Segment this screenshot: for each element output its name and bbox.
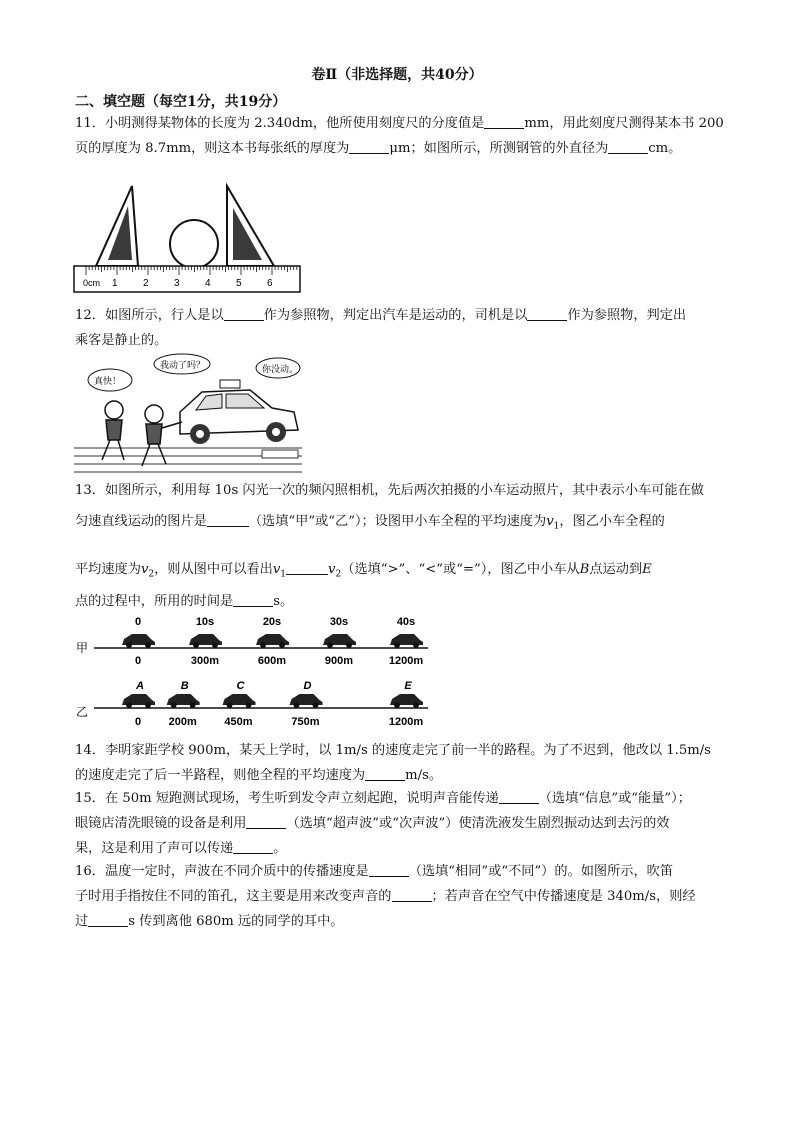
question-11 bbox=[75, 111, 725, 161]
q11-blank-1[interactable] bbox=[484, 114, 524, 129]
point-label: A bbox=[136, 680, 144, 692]
car-icon bbox=[122, 634, 155, 648]
q13-text: 匀速直线运动的图片是 bbox=[75, 514, 207, 529]
v-symbol: v bbox=[272, 561, 281, 577]
distance-label: 0 bbox=[134, 716, 142, 728]
question-12 bbox=[75, 303, 725, 353]
q12-text: 作为参照物，判定出 bbox=[567, 308, 687, 323]
question-13 bbox=[75, 478, 725, 614]
car-icon bbox=[290, 694, 323, 708]
q14-text: 14．李明家距学校 900m，某天上学时，以 1m/s 的速度走完了前一半的路程。为了不迟到，他改以 1.5m/s bbox=[75, 743, 711, 758]
strobe-car-figure bbox=[72, 612, 434, 734]
car-pedestrian-illustration bbox=[72, 352, 304, 476]
question-16 bbox=[75, 859, 725, 934]
q13-text: 点运动到 bbox=[589, 561, 643, 577]
q15-text: 眼镜店清洗眼镜的设备是利用 bbox=[75, 816, 247, 831]
ruler-label: 4 bbox=[205, 278, 211, 289]
q12-blank-1[interactable] bbox=[224, 306, 264, 321]
time-label: 20s bbox=[262, 616, 282, 628]
q14-text: m/s。 bbox=[405, 768, 443, 783]
question-15 bbox=[75, 786, 725, 861]
q13-text: 平均速度为 bbox=[75, 561, 141, 577]
q15-text: 果，这是利用了声可以传递 bbox=[75, 841, 234, 856]
distance-label: 1200m bbox=[388, 655, 424, 667]
q15-blank-1[interactable] bbox=[499, 789, 539, 804]
v-symbol: v bbox=[140, 561, 149, 577]
distance-label: 750m bbox=[291, 716, 320, 728]
distance-label: 450m bbox=[224, 716, 253, 728]
steel-pipe-circle bbox=[170, 220, 218, 268]
time-label: 40s bbox=[396, 616, 416, 628]
q11-text: mm，用此刻度尺测得某本书 200 bbox=[524, 116, 724, 131]
q13-text: s。 bbox=[273, 594, 294, 610]
row-label-yi: 乙 bbox=[76, 705, 89, 719]
bubble-text: 我动了吗？ bbox=[160, 360, 206, 370]
time-label: 30s bbox=[329, 616, 349, 628]
q16-text: ；若声音在空气中传播速度是 340m/s，则经 bbox=[431, 889, 696, 904]
car-icon bbox=[122, 694, 155, 708]
q11-blank-2[interactable] bbox=[349, 139, 389, 154]
q15-blank-2[interactable] bbox=[246, 814, 286, 829]
q13-text: （选填“>”、“<”或“=”），图乙中小车从 bbox=[341, 561, 580, 577]
q16-text: 16．温度一定时，声波在不同介质中的传播速度是 bbox=[75, 864, 369, 879]
time-label: 10s bbox=[195, 616, 215, 628]
ruler-label: 3 bbox=[174, 278, 180, 289]
q13-blank-1[interactable] bbox=[207, 512, 249, 527]
exam-part-title: 卷Ⅱ（非选择题，共40分） bbox=[311, 67, 483, 83]
q15-blank-3[interactable] bbox=[233, 839, 273, 854]
q13-text: ，则从图中可以看出 bbox=[154, 561, 273, 577]
ruler-label: 5 bbox=[236, 278, 242, 289]
distance-label: 1200m bbox=[388, 716, 424, 728]
distance-label: 200m bbox=[168, 716, 197, 728]
point-label: E bbox=[404, 680, 412, 692]
q13-text: （选填“甲”或“乙”）；设图甲小车全程的平均速度为 bbox=[248, 514, 547, 529]
point-label: B bbox=[579, 561, 590, 577]
q16-text: 过 bbox=[75, 914, 89, 929]
subscript: 2 bbox=[335, 569, 342, 580]
point-label: E bbox=[642, 561, 652, 577]
q14-text: 的速度走完了后一半路程，则他全程的平均速度为 bbox=[75, 768, 366, 783]
q12-blank-2[interactable] bbox=[527, 306, 567, 321]
q12-text: 乘客是静止的。 bbox=[75, 333, 168, 348]
q11-text: cm。 bbox=[648, 141, 682, 156]
time-label: 0 bbox=[134, 616, 142, 628]
q11-blank-3[interactable] bbox=[608, 139, 648, 154]
q16-blank-1[interactable] bbox=[369, 862, 409, 877]
q16-text: 子时用手指按住不同的笛孔，这主要是用来改变声音的 bbox=[75, 889, 392, 904]
section-heading: 二、填空题（每空1分，共19分） bbox=[75, 94, 287, 110]
point-label: D bbox=[303, 680, 312, 692]
q13-blank-3[interactable] bbox=[233, 592, 273, 607]
q13-text: ，图乙小车全程的 bbox=[559, 514, 665, 529]
q15-text: 。 bbox=[273, 841, 287, 856]
q15-text: （选填“信息”或“能量”）； bbox=[538, 791, 691, 806]
row-label-jia: 甲 bbox=[76, 641, 89, 655]
q15-text: （选填“超声波”或“次声波”）使清洗液发生剧烈振动达到去污的效 bbox=[286, 816, 670, 831]
distance-label: 900m bbox=[324, 655, 354, 667]
q12-text: 12．如图所示，行人是以 bbox=[75, 308, 224, 323]
q15-text: 15．在 50m 短跑测试现场，考生听到发令声立刻起跑，说明声音能传递 bbox=[75, 791, 499, 806]
subscript: 1 bbox=[553, 521, 560, 532]
q16-blank-3[interactable] bbox=[88, 912, 128, 927]
q16-blank-2[interactable] bbox=[392, 887, 432, 902]
q16-text: （选填“相同”或“不同”）的。如图所示，吹笛 bbox=[408, 864, 674, 879]
q16-text: s 传到离他 680m 远的同学的耳中。 bbox=[128, 914, 344, 929]
subscript: 1 bbox=[280, 569, 286, 580]
v-symbol: v bbox=[546, 514, 554, 529]
ruler-label: 1 bbox=[112, 278, 118, 289]
subscript: 2 bbox=[148, 569, 155, 580]
distance-label: 600m bbox=[257, 655, 287, 667]
q14-blank-1[interactable] bbox=[365, 766, 405, 781]
bubble-text: 你没动。 bbox=[262, 364, 299, 374]
bubble-text: 真快！ bbox=[94, 376, 122, 386]
car-icon bbox=[390, 694, 423, 708]
ruler-figure bbox=[72, 182, 304, 297]
q11-text: 页的厚度为 8.7mm，则这本书每张纸的厚度为 bbox=[75, 141, 350, 156]
v-symbol: v bbox=[328, 561, 336, 577]
car-icon bbox=[390, 634, 423, 648]
ruler-label: 0cm bbox=[83, 278, 101, 288]
car-icon bbox=[256, 634, 289, 648]
car-icon bbox=[180, 380, 298, 444]
ruler-label: 2 bbox=[143, 278, 149, 289]
distance-label: 0 bbox=[134, 655, 142, 667]
question-14 bbox=[75, 738, 725, 788]
car-icon bbox=[167, 694, 200, 708]
point-label: B bbox=[180, 680, 189, 692]
q11-text: 11．小明测得某物体的长度为 2.340dm，他所使用刻度尺的分度值是 bbox=[75, 116, 485, 131]
car-icon bbox=[323, 634, 356, 648]
q13-text: 点的过程中，所用的时间是 bbox=[75, 594, 234, 610]
q13-text: 13．如图所示，利用每 10s 闪光一次的频闪照相机，先后两次拍摄的小车运动照片，其中表示小车可能在做 bbox=[75, 483, 704, 498]
distance-label: 300m bbox=[190, 655, 220, 667]
car-icon bbox=[189, 634, 222, 648]
q11-text: μm；如图所示，所测钢管的外直径为 bbox=[389, 141, 609, 156]
ruler-label: 6 bbox=[267, 278, 273, 289]
point-label: C bbox=[236, 680, 245, 692]
car-icon bbox=[223, 694, 256, 708]
q12-text: 作为参照物，判定出汽车是运动的，司机是以 bbox=[263, 308, 528, 323]
q13-blank-2[interactable] bbox=[286, 560, 328, 575]
